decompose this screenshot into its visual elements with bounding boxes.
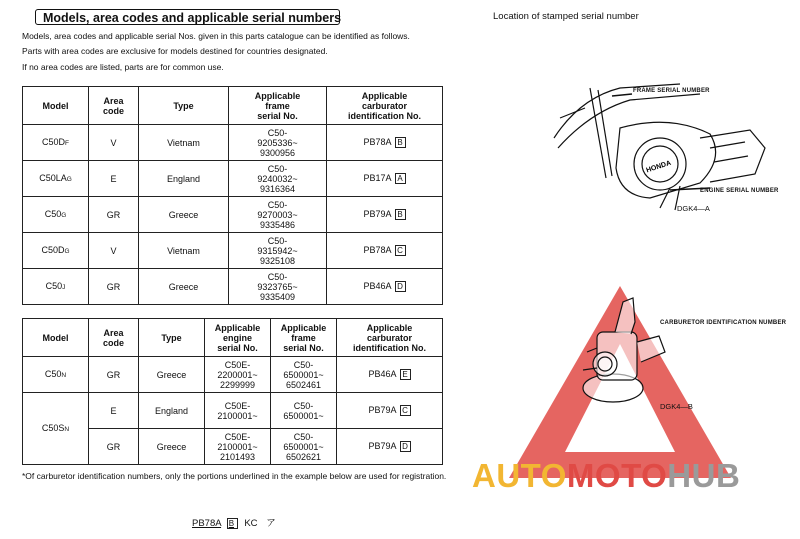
frame-cell: C50- 9240032~ 9316364 [229, 161, 327, 197]
carb-id: PB46A [368, 369, 397, 379]
carb-id: PB79A [368, 441, 397, 451]
figure-code-b: DGK4—B [660, 402, 693, 411]
carb-id: PB17A [363, 173, 392, 183]
frame-engine-illustration [550, 78, 790, 218]
model-suffix: J [62, 283, 66, 291]
engine-cover-mark: HONDA [645, 159, 673, 175]
model-name: C50D [41, 244, 65, 255]
engine-serial-label: ENGINE SERIAL NUMBER [700, 188, 779, 194]
area-cell: E [89, 161, 139, 197]
frame-cell: C50- 9205336~ 9300956 [229, 125, 327, 161]
type-cell: Vietnam [139, 233, 229, 269]
col-header-carb: Applicable carburator identification No. [327, 87, 443, 125]
engine-cell: C50E- 2200001~ 2299999 [205, 357, 271, 393]
frame-cell: C50- 6500001~ 6502461 [271, 357, 337, 393]
model-cell [23, 233, 89, 269]
col-header-engine: Applicable engine serial No. [205, 319, 271, 357]
carb-id: PB78A [363, 137, 392, 147]
col-header-frame: Applicable frame serial No. [229, 87, 327, 125]
engine-cell: C50E- 2100001~ 2101493 [205, 429, 271, 465]
area-cell: E [89, 393, 139, 429]
carb-id: PB78A [363, 245, 392, 255]
model-name: C50S [41, 422, 65, 433]
col-header-frame: Applicable frame serial No. [271, 319, 337, 357]
carb-tag: C [395, 245, 406, 256]
table-header-row [23, 87, 443, 125]
model-cell [23, 269, 89, 305]
carb-tag: D [400, 441, 411, 452]
frame-cell: C50- 6500001~ [271, 393, 337, 429]
carb-cell [327, 125, 443, 161]
table-row [23, 393, 443, 429]
area-cell: GR [89, 197, 139, 233]
col-header-model: Model [23, 319, 89, 357]
table-row [23, 233, 443, 269]
watermark-moto: MOTO [566, 457, 668, 494]
frame-serial-label: FRAME SERIAL NUMBER [633, 88, 710, 94]
intro-line-2: Parts with area codes are exclusive for models destined for countries designated. [22, 46, 328, 56]
area-cell: GR [89, 357, 139, 393]
location-title: Location of stamped serial number [493, 11, 639, 22]
carb-cell [337, 429, 443, 465]
carb-id: PB79A [363, 209, 392, 219]
watermark-text [472, 457, 740, 495]
registration-note: *Of carburetor identification numbers, only the portions underlined in the example below are used for registration. [22, 471, 447, 481]
frame-cell: C50- 9270003~ 9335486 [229, 197, 327, 233]
serial-table-2 [22, 318, 443, 465]
model-name: C50D [42, 136, 66, 147]
carb-id-label: CARBURETOR IDENTIFICATION NUMBER [660, 320, 787, 326]
table-row [23, 269, 443, 305]
table-row [23, 125, 443, 161]
type-cell: Greece [139, 197, 229, 233]
area-cell: GR [89, 269, 139, 305]
carb-tag: A [395, 173, 406, 184]
carb-id: PB79A [368, 405, 397, 415]
serial-table-1 [22, 86, 443, 305]
carb-cell [337, 357, 443, 393]
model-name: C50LA [39, 172, 67, 183]
type-cell: Greece [139, 357, 205, 393]
model-suffix: G [61, 211, 67, 219]
col-header-model: Model [23, 87, 89, 125]
model-cell [23, 197, 89, 233]
carb-tag: E [400, 369, 411, 380]
table-header-row [23, 319, 443, 357]
area-cell: V [89, 125, 139, 161]
carburetor-illustration [575, 292, 675, 412]
figure-code-a: DGK4—A [677, 204, 710, 213]
carb-tag: B [395, 209, 406, 220]
model-name: C50 [45, 280, 63, 291]
model-name: C50 [44, 368, 62, 379]
carb-tag: C [400, 405, 411, 416]
table-row [23, 197, 443, 233]
model-cell [23, 357, 89, 393]
model-suffix: N [61, 371, 67, 379]
table-row [23, 357, 443, 393]
carb-cell [337, 393, 443, 429]
watermark-hub: HUB [667, 457, 741, 494]
model-cell [23, 393, 89, 465]
section-heading: Models, area codes and applicable serial numbers [35, 9, 340, 25]
carb-cell [327, 233, 443, 269]
carb-tag: D [395, 281, 406, 292]
type-cell: England [139, 161, 229, 197]
type-cell: England [139, 393, 205, 429]
carb-cell [327, 161, 443, 197]
model-name: C50 [44, 208, 62, 219]
engine-cell: C50E- 2100001~ [205, 393, 271, 429]
model-cell [23, 125, 89, 161]
area-cell: GR [89, 429, 139, 465]
area-cell: V [89, 233, 139, 269]
model-suffix: N [64, 425, 70, 433]
col-header-carb: Applicable carburator identification No. [337, 319, 443, 357]
intro-line-3: If no area codes are listed, parts are for common use. [22, 62, 224, 72]
model-suffix: G [66, 175, 72, 183]
carb-example [192, 515, 276, 529]
example-suffix: KC [244, 518, 258, 529]
frame-cell: C50- 6500001~ 6502621 [271, 429, 337, 465]
col-header-type: Type [139, 87, 229, 125]
type-cell: Greece [139, 429, 205, 465]
model-cell [23, 161, 89, 197]
type-cell: Greece [139, 269, 229, 305]
col-header-type: Type [139, 319, 205, 357]
model-suffix: G [64, 247, 70, 255]
example-tag: B [227, 518, 238, 529]
type-cell: Vietnam [139, 125, 229, 161]
example-mark: ア [266, 518, 276, 529]
carb-tag: B [395, 137, 406, 148]
example-code: PB78A [192, 518, 222, 529]
watermark-auto: AUTO [472, 457, 567, 494]
carb-id: PB46A [363, 281, 392, 291]
carb-cell [327, 269, 443, 305]
col-header-area: Area code [89, 87, 139, 125]
carb-cell [327, 197, 443, 233]
model-suffix: F [65, 139, 69, 147]
intro-line-1: Models, area codes and applicable serial Nos. given in this parts catalogue can be identified as follows. [22, 31, 410, 41]
frame-cell: C50- 9315942~ 9325108 [229, 233, 327, 269]
col-header-area: Area code [89, 319, 139, 357]
table-row [23, 161, 443, 197]
frame-cell: C50- 9323765~ 9335409 [229, 269, 327, 305]
